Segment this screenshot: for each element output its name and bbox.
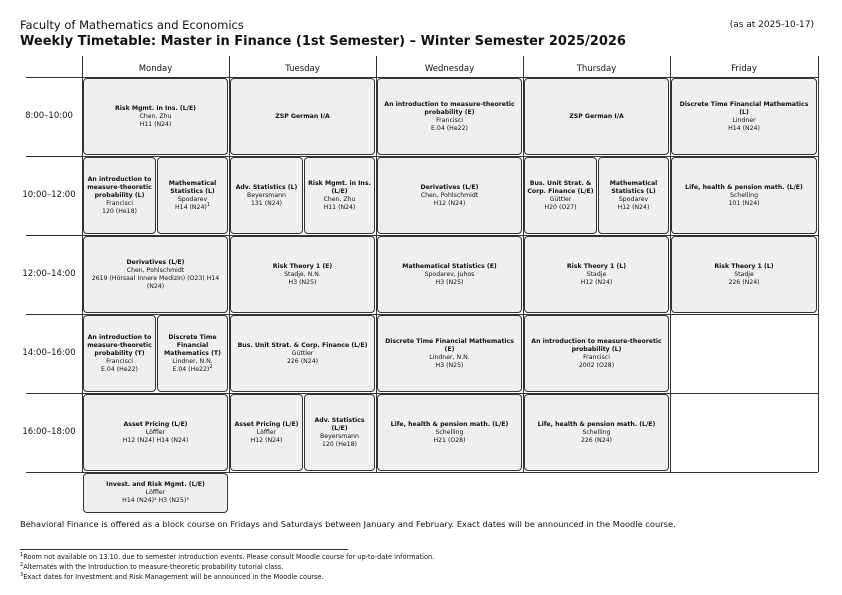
course-title: ZSP German I/A (569, 112, 624, 120)
as-at-date: (as at 2025-10-17) (729, 20, 814, 30)
course-title: An introduction to measure-theoretic probability (T) (87, 333, 152, 357)
footnote-mark: 2 (20, 561, 24, 568)
course-detail: 120 (He18) (102, 207, 137, 215)
course-title: Derivatives (L/E) (126, 258, 185, 266)
course-title: Asset Pricing (L/E) (123, 420, 188, 428)
course-title: Risk Theory 1 (E) (272, 262, 333, 270)
course-title: An introduction to measure-theoretic probability (L) (531, 337, 662, 353)
course-detail: Schelling (729, 191, 759, 199)
course-title: Adv. Statistics (L) (235, 183, 298, 191)
course-cell (83, 157, 156, 234)
course-cell (83, 315, 156, 392)
course-detail: E.04 (He22) (101, 365, 138, 373)
course-title: Risk Theory 1 (L) (714, 262, 774, 270)
footnote-text: Exact dates for Investment and Risk Management will be announced in the Moodle course. (23, 573, 324, 581)
course-detail: H11 (N24) (139, 120, 172, 128)
course-title: Discrete Time Financial Mathematics (E) (385, 337, 514, 353)
course-cell (598, 157, 669, 234)
course-detail: Schelling (582, 428, 611, 436)
course-detail: Lindner (732, 116, 756, 124)
course-room-text: H14 (N24)³ H3 (N25)³ (122, 497, 189, 504)
time-slot-label: 14:00–16:00 (22, 347, 76, 358)
footnote-marker: 2 (209, 363, 213, 370)
course-cell (671, 236, 817, 313)
block-course-note: Behavioral Finance is offered as a block course on Fridays and Saturdays between January and February. Exact dates will be announced in the Moodle course. (20, 519, 676, 529)
course-detail: H3 (N25) (435, 278, 464, 286)
course-title: Life, health & pension math. (L/E) (390, 420, 509, 428)
course-detail: Löffler (145, 428, 166, 436)
course-cell (83, 394, 228, 471)
column-divider (818, 56, 819, 472)
course-detail: Chen, Zhu (139, 112, 172, 120)
footnote-divider (20, 549, 348, 550)
time-slot-label: 16:00–18:00 (22, 426, 76, 437)
course-cell (230, 315, 375, 392)
footnote-text: Alternates with the Introduction to measure-theoretic probability tutorial class. (23, 563, 284, 571)
day-header-tuesday: Tuesday (285, 64, 320, 74)
course-detail: Güttler (549, 195, 572, 203)
course-detail: Francisci (106, 357, 133, 365)
course-title: Mathematical Statistics (L) (168, 179, 217, 195)
course-detail: Löffler (256, 428, 277, 436)
course-title: Discrete Time Financial Mathematics (T) (164, 333, 221, 357)
course-title: Discrete Time Financial Mathematics (L) (679, 100, 809, 116)
course-cell (230, 236, 375, 313)
course-title: Bus. Unit Strat. & Corp. Finance (L/E) (527, 179, 594, 195)
course-cell (230, 157, 303, 234)
course-detail: Chen, Pohlschmidt (420, 191, 479, 199)
course-detail: H3 (N25) (288, 278, 317, 286)
course-cell (157, 315, 228, 392)
course-room-text: E.04 (He22) (172, 365, 210, 373)
course-cell (524, 78, 669, 155)
course-detail: H12 (N24) (580, 278, 613, 286)
faculty-name: Faculty of Mathematics and Economics (20, 18, 244, 32)
course-detail: Spodarev (618, 195, 649, 203)
day-header-friday: Friday (731, 64, 757, 74)
course-detail: H20 (O27) (544, 203, 577, 211)
course-cell (83, 236, 228, 313)
course-title: Mathematical Statistics (E) (402, 262, 497, 270)
course-detail: Stadje (586, 270, 607, 278)
course-detail: 226 (N24) (728, 278, 760, 286)
course-detail: H12 (N24) H14 (N24) (122, 436, 189, 444)
course-detail: 2002 (O28) (578, 361, 615, 369)
course-title: An introduction to measure-theoretic probability (E) (384, 100, 515, 116)
course-detail: Stadje (734, 270, 754, 278)
course-detail: 226 (N24) (286, 357, 319, 365)
course-room (174, 201, 210, 212)
course-detail: Güttler (291, 349, 314, 357)
course-cell (377, 394, 522, 471)
course-cell (377, 78, 522, 155)
course-detail: 226 (N24) (580, 436, 613, 444)
course-cell (83, 78, 228, 155)
course-detail: 101 (N24) (728, 199, 760, 207)
day-header-thursday: Thursday (576, 64, 617, 74)
course-cell (83, 473, 228, 513)
footnote-2 (20, 563, 283, 571)
course-detail: Beyersmann (320, 432, 359, 440)
course-title: Asset Pricing (L/E) (234, 420, 299, 428)
course-detail: Stadje, N.N. (284, 270, 321, 278)
course-cell (377, 157, 522, 234)
course-detail: H12 (N24) (617, 203, 650, 211)
course-title: Derivatives (L/E) (420, 183, 479, 191)
course-room-text: H14 (N24) (174, 203, 207, 211)
course-title: Risk Mgmt. in Ins. (L/E) (308, 179, 371, 195)
course-detail: 2619 (Hörsaal Innere Medizin) (O23) H14 (N24) (91, 274, 220, 290)
time-slot-label: 12:00–14:00 (22, 268, 76, 279)
time-slot-label: 10:00–12:00 (22, 189, 76, 200)
course-detail: 131 (N24) (250, 199, 283, 207)
course-detail: Francisci (436, 116, 463, 124)
footnote-3 (20, 573, 324, 581)
course-title: Adv. Statistics (L/E) (314, 416, 365, 432)
footnote-mark: 3 (20, 571, 24, 578)
course-title: Invest. and Risk Mgmt. (L/E) (106, 481, 205, 488)
course-cell (230, 394, 303, 471)
course-title: Mathematical Statistics (L) (609, 179, 658, 195)
course-detail: H12 (N24) (433, 199, 466, 207)
course-room (172, 363, 213, 374)
course-detail: Lindner, N.N. (429, 353, 470, 361)
course-detail: Francisci (583, 353, 610, 361)
course-title: ZSP German I/A (275, 112, 330, 120)
footnote-1 (20, 553, 434, 561)
course-detail: Schelling (435, 428, 464, 436)
footnote-mark: 1 (20, 551, 24, 558)
page-title: Weekly Timetable: Master in Finance (1st Semester) – Winter Semester 2025/2026 (20, 34, 626, 49)
course-detail: H12 (N24) (250, 436, 283, 444)
course-detail: H14 (N24) (728, 124, 760, 132)
course-cell (524, 394, 669, 471)
course-cell (157, 157, 228, 234)
course-title: Life, health & pension math. (L/E) (685, 183, 803, 191)
course-detail: Chen, Pohlschmidt (126, 266, 185, 274)
footnote-text: Room not available on 13.10. due to semester introduction events. Please consult Moodle course for up-to-date information. (23, 553, 435, 561)
course-detail: Beyersmann (247, 191, 286, 199)
course-room (122, 497, 189, 505)
course-detail: 120 (He18) (322, 440, 357, 448)
course-cell (377, 236, 522, 313)
course-detail: Spodarev, Juhos (424, 270, 475, 278)
course-cell (377, 315, 522, 392)
course-cell (524, 157, 597, 234)
course-detail: Löffler (145, 489, 166, 496)
course-title: Risk Mgmt. in Ins. (L/E) (115, 104, 196, 112)
day-header-wednesday: Wednesday (424, 64, 475, 74)
course-title: Bus. Unit Strat. & Corp. Finance (L/E) (237, 341, 368, 349)
course-detail: Lindner, N.N. (172, 357, 213, 365)
footnote-marker: 1 (206, 201, 210, 208)
course-cell (671, 157, 817, 234)
course-detail: Chen, Zhu (323, 195, 356, 203)
course-cell (671, 78, 817, 155)
course-detail: H3 (N25) (435, 361, 464, 369)
day-header-monday: Monday (138, 64, 173, 74)
course-detail: Francisci (106, 199, 133, 207)
course-title: Life, health & pension math. (L/E) (537, 420, 656, 428)
course-title: Risk Theory 1 (L) (566, 262, 627, 270)
course-detail: E.04 (He22) (431, 124, 468, 132)
course-detail: H11 (N24) (323, 203, 356, 211)
course-cell (524, 236, 669, 313)
course-detail: H21 (O28) (433, 436, 466, 444)
course-cell (524, 315, 669, 392)
course-cell (304, 394, 375, 471)
course-detail: Spodarev (177, 195, 208, 203)
course-title: An introduction to measure-theoretic probability (L) (87, 175, 152, 199)
course-cell (304, 157, 375, 234)
time-slot-label: 8:00–10:00 (25, 110, 73, 121)
course-cell (230, 78, 375, 155)
